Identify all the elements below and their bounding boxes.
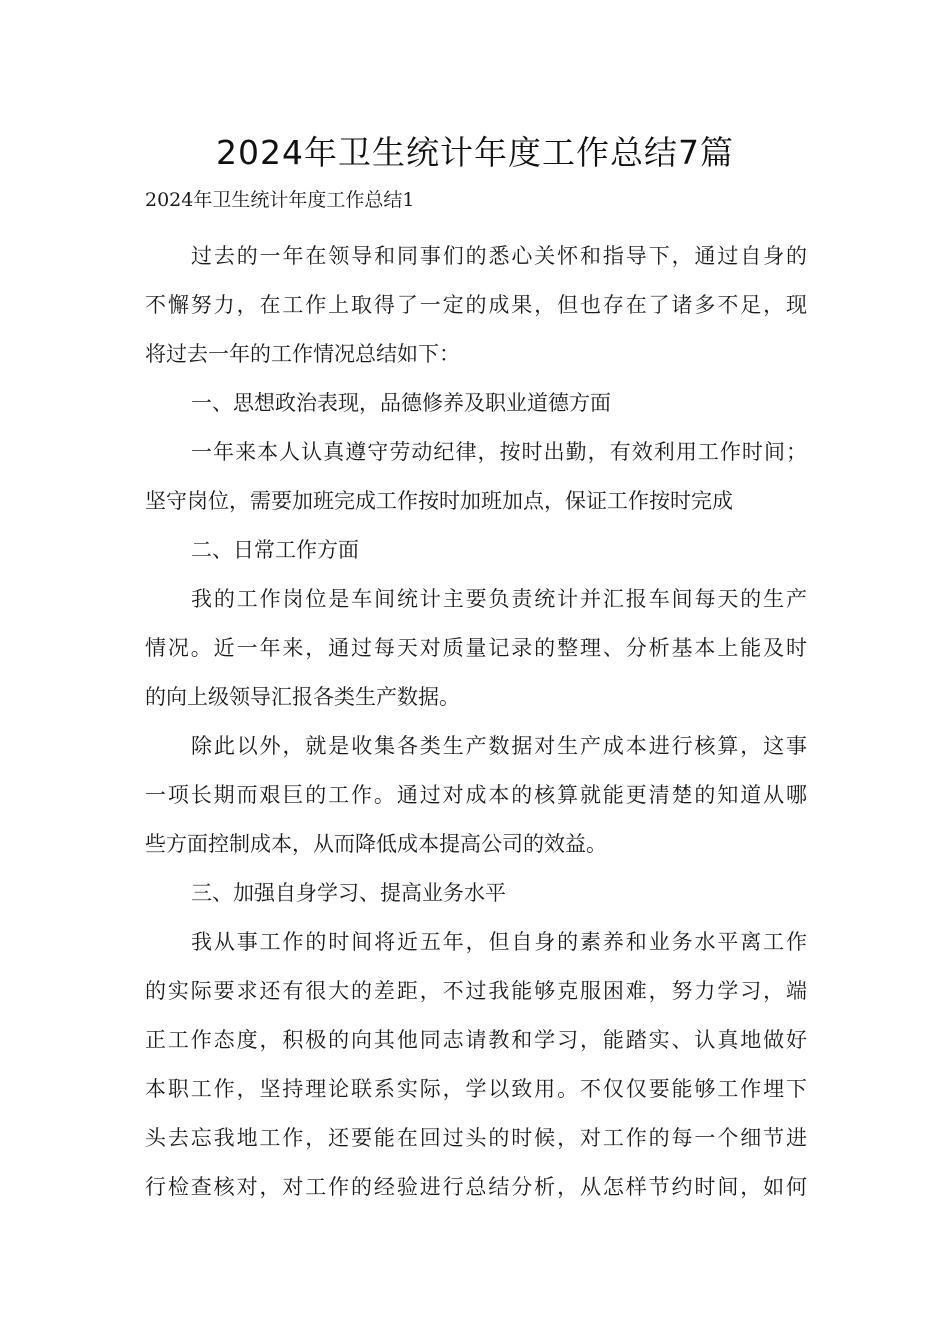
body-line: 除此以外，就是收集各类生产数据对生产成本进行核算，这事 — [191, 734, 807, 758]
body-line: 过去的一年在领导和同事们的悉心关怀和指导下，通过自身的 — [191, 244, 807, 268]
document-body — [145, 232, 807, 1212]
body-line: 不懈努力，在工作上取得了一定的成果，但也存在了诸多不足，现 — [145, 293, 807, 317]
document-title: 2024年卫生统计年度工作总结7篇 — [216, 133, 734, 172]
body-line: 一、思想政治表现，品德修养及职业道德方面 — [191, 391, 611, 415]
body-line: 的向上级领导汇报各类生产数据。 — [145, 685, 460, 709]
body-line: 三、加强自身学习、提高业务水平 — [191, 881, 506, 905]
body-line: 将过去一年的工作情况总结如下： — [145, 342, 460, 366]
body-line: 我的工作岗位是车间统计主要负责统计并汇报车间每天的生产 — [191, 587, 807, 611]
body-line: 本职工作，坚持理论联系实际，学以致用。不仅仅要能够工作埋下 — [145, 1077, 807, 1101]
body-line: 的实际要求还有很大的差距，不过我能够克服困难，努力学习，端 — [145, 979, 807, 1003]
body-line: 些方面控制成本，从而降低成本提高公司的效益。 — [145, 832, 607, 856]
body-line: 我从事工作的时间将近五年，但自身的素养和业务水平离工作 — [191, 930, 807, 954]
body-line: 二、日常工作方面 — [191, 538, 359, 562]
body-line: 头去忘我地工作，还要能在回过头的时候，对工作的每一个细节进 — [145, 1126, 807, 1150]
body-line: 正工作态度，积极的向其他同志请教和学习，能踏实、认真地做好 — [145, 1028, 807, 1052]
body-line: 一年来本人认真遵守劳动纪律，按时出勤，有效利用工作时间； — [191, 440, 807, 464]
section-subtitle: 2024年卫生统计年度工作总结1 — [145, 189, 415, 211]
body-line: 坚守岗位，需要加班完成工作按时加班加点，保证工作按时完成 — [145, 489, 733, 513]
body-line: 行检查核对，对工作的经验进行总结分析，从怎样节约时间，如何 — [145, 1175, 807, 1199]
body-line: 一项长期而艰巨的工作。通过对成本的核算就能更清楚的知道从哪 — [145, 783, 807, 807]
body-line: 情况。近一年来，通过每天对质量记录的整理、分析基本上能及时 — [145, 636, 807, 660]
